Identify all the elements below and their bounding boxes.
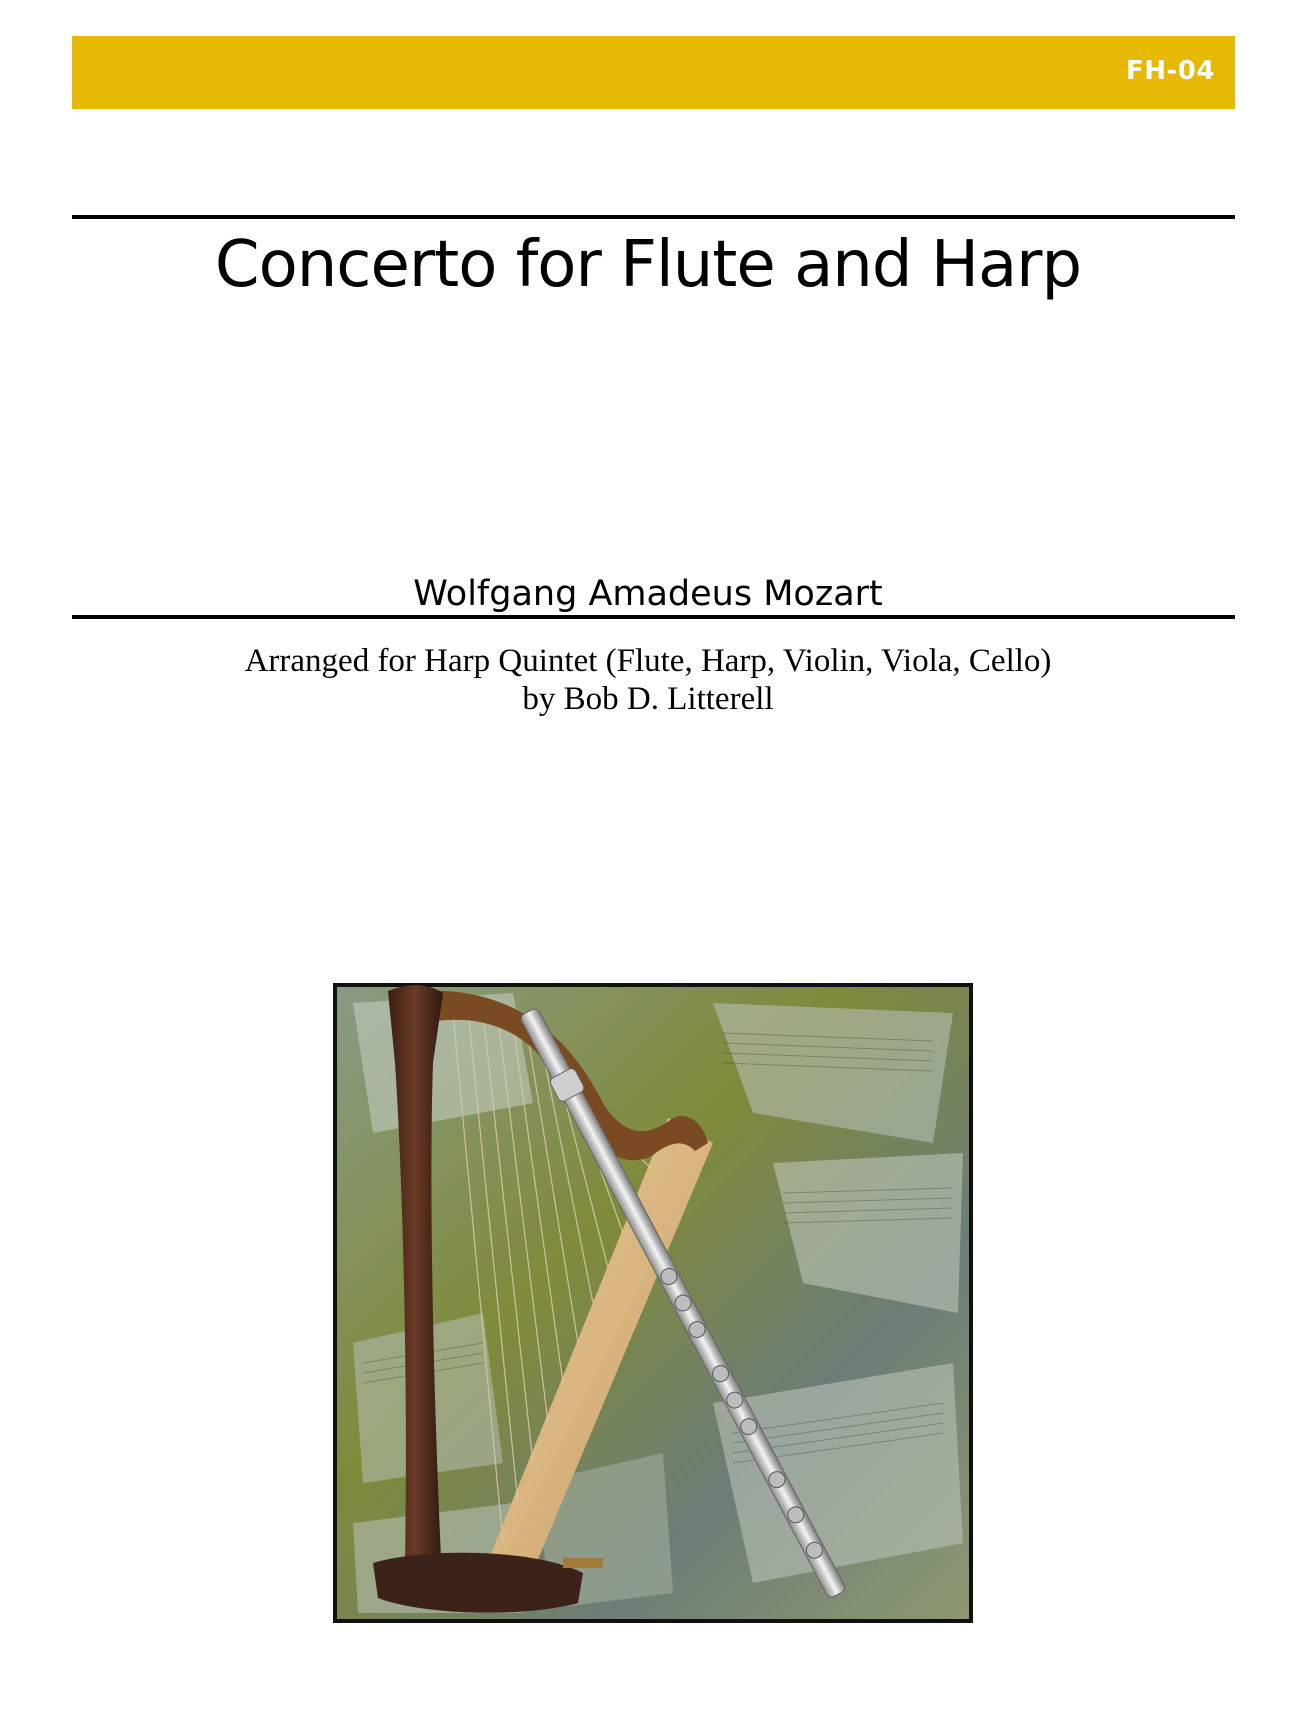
cover-illustration [333,983,973,1623]
arrangement-line-2: by Bob D. Litterell [522,681,774,717]
arrangement-line-1: Arranged for Harp Quintet (Flute, Harp, Violin, Viola, Cello) [244,643,1052,679]
catalog-code: FH-04 [1126,56,1215,86]
composer-rule [72,615,1235,619]
page-title: Concerto for Flute and Harp [214,228,1082,302]
arrangement-info [0,642,1296,718]
title-rule [72,215,1235,219]
header-bar [72,36,1235,109]
composer-name: Wolfgang Amadeus Mozart [413,574,883,614]
harp-pedals [563,1558,603,1568]
